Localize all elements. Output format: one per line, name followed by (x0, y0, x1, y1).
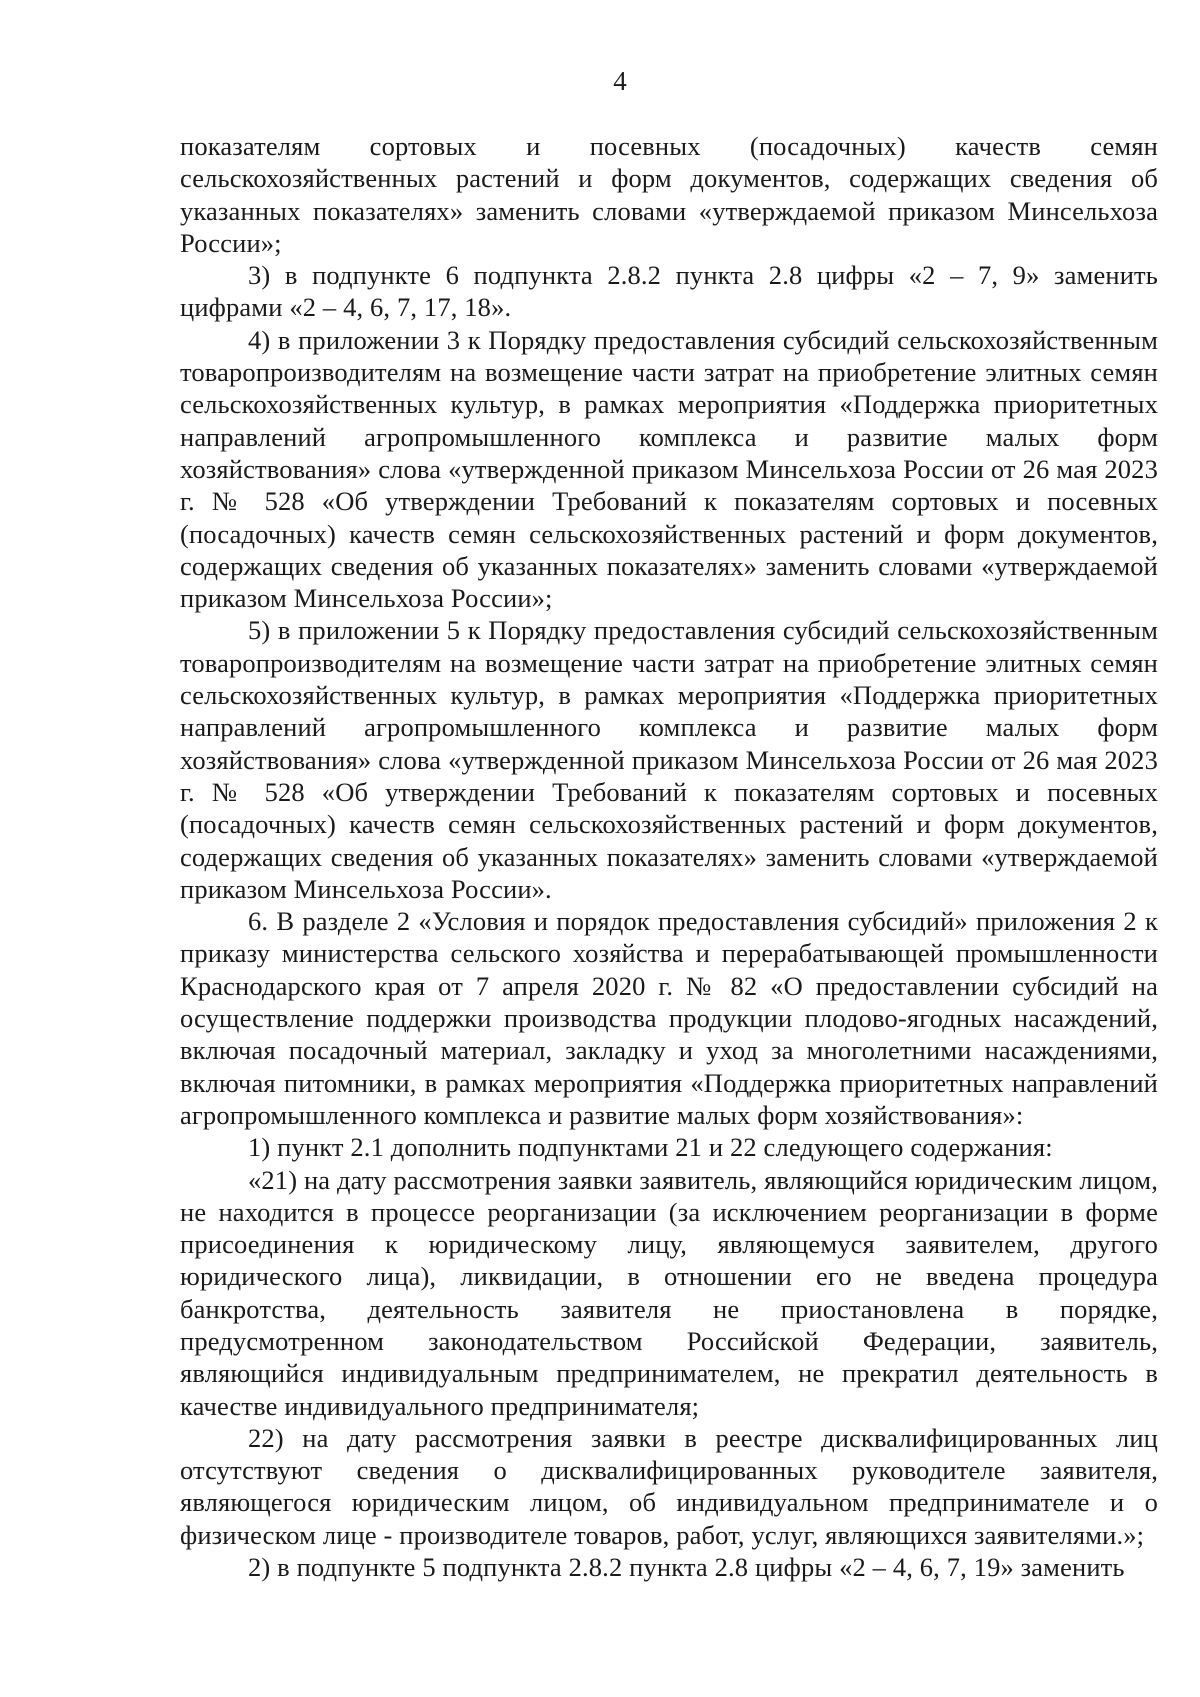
paragraph-item-3: 3) в подпункте 6 подпункта 2.8.2 пункта 2.8 цифры «2 – 7, 9» заменить цифрами «2 – 4, 6, 7, 17, 18». (180, 260, 1158, 323)
paragraph-continuation: показателям сортовых и посевных (посадочных) качеств семян сельскохозяйственных растений и форм документов, содержащих сведения об указанных показателях» заменить словами «утверждаемой приказом Минсельхоза России»; (180, 131, 1158, 258)
paragraph-section-6: 6. В разделе 2 «Условия и порядок предоставления субсидий» приложения 2 к приказу министерства сельского хозяйства и перерабатывающей промышленности Краснодарского края от 7 апреля 2020 г. № 82 «О предоставлении субсидий на осуществление поддержки производства продукции плодово-ягодных насаждений, включая посадочный материал, закладку и уход за многолетними насаждениями, включая питомники, в рамках мероприятия «Поддержка приоритетных направлений агропромышленного комплекса и развитие малых форм хозяйствования»: (180, 906, 1158, 1130)
paragraph-subitem-1: 1) пункт 2.1 дополнить подпунктами 21 и 22 следующего содержания: (248, 1132, 1053, 1163)
paragraph-item-5: 5) в приложении 5 к Порядку предоставления субсидий сельскохозяйственным товаропроизводителям на возмещение части затрат на приобретение элитных семян сельскохозяйственных культур, в рамках мероприятия «Поддержка приоритетных направлений агропромышленного комплекса и развитие малых форм хозяйствования» слова «утвержденной приказом Минсельхоза России от 26 мая 2023 г. № 528 «Об утверждении Требований к показателям сортовых и посевных (посадочных) качеств семян сельскохозяйственных растений и форм документов, содержащих сведения об указанных показателях» заменить словами «утверждаемой приказом Минсельхоза России». (180, 615, 1158, 904)
paragraph-item-4: 4) в приложении 3 к Порядку предоставления субсидий сельскохозяйственным товаропроизводителям на возмещение части затрат на приобретение элитных семян сельскохозяйственных культур, в рамках мероприятия «Поддержка приоритетных направлений агропромышленного комплекса и развитие малых форм хозяйствования» слова «утвержденной приказом Минсельхоза России от 26 мая 2023 г. № 528 «Об утверждении Требований к показателям сортовых и посевных (посадочных) качеств семян сельскохозяйственных растений и форм документов, содержащих сведения об указанных показателях» заменить словами «утверждаемой приказом Минсельхоза России»; (180, 324, 1158, 614)
paragraph-quote-22: 22) на дату рассмотрения заявки в реестре дисквалифицированных лиц отсутствуют сведения о дисквалифицированных руководителе заявителя, являющегося юридическим лицом, об индивидуальном предпринимателе и о физическом лице - производителе товаров, работ, услуг, являющихся заявителями.»; (180, 1422, 1158, 1550)
paragraph-subitem-2: 2) в подпункте 5 подпункта 2.8.2 пункта 2.8 цифры «2 – 4, 6, 7, 19» заменить (248, 1552, 1125, 1583)
document-body (180, 130, 1158, 1583)
page-number: 4 (613, 66, 627, 96)
paragraph-quote-21: «21) на дату рассмотрения заявки заявитель, являющийся юридическим лицом, не находится в процессе реорганизации (за исключением реорганизации в форме присоединения к юридическому лицу, являющемуся заявителем, другого юридического лица), ликвидации, в отношении его не введена процедура банкротства, деятельность заявителя не приостановлена в порядке, предусмотренном законодательством Российской Федерации, заявитель, являющийся индивидуальным предпринимателем, не прекратил деятельность в качестве индивидуального предпринимателя; (180, 1164, 1158, 1421)
